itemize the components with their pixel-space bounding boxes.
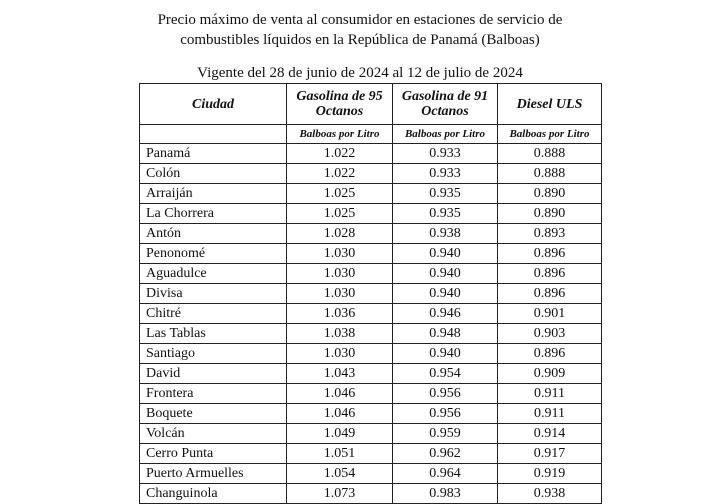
price-diesel-uls: 0.911 bbox=[498, 384, 602, 404]
price-diesel-uls: 0.909 bbox=[498, 364, 602, 384]
price-gasoline-91: 0.948 bbox=[393, 324, 498, 344]
price-diesel-uls: 0.911 bbox=[498, 404, 602, 424]
units-diesel-uls: Balboas por Litro bbox=[498, 125, 602, 144]
city-cell: Penonomé bbox=[140, 244, 287, 264]
city-cell: Panamá bbox=[140, 144, 287, 164]
price-gasoline-91: 0.940 bbox=[393, 284, 498, 304]
table-row bbox=[140, 384, 602, 404]
price-gasoline-91: 0.940 bbox=[393, 244, 498, 264]
city-cell: Boquete bbox=[140, 404, 287, 424]
header-city: Ciudad bbox=[140, 84, 287, 125]
table-row bbox=[140, 244, 602, 264]
units-city-blank bbox=[140, 125, 287, 144]
price-gasoline-95: 1.038 bbox=[287, 324, 393, 344]
price-gasoline-91: 0.956 bbox=[393, 384, 498, 404]
table-units-row bbox=[140, 125, 602, 144]
city-cell: Aguadulce bbox=[140, 264, 287, 284]
price-gasoline-91: 0.964 bbox=[393, 464, 498, 484]
city-cell: La Chorrera bbox=[140, 204, 287, 224]
price-diesel-uls: 0.888 bbox=[498, 144, 602, 164]
header-diesel-uls: Diesel ULS bbox=[498, 84, 602, 125]
price-gasoline-95: 1.046 bbox=[287, 384, 393, 404]
price-gasoline-91: 0.959 bbox=[393, 424, 498, 444]
document-title-line-1: Precio máximo de venta al consumidor en estaciones de servicio de bbox=[157, 12, 563, 28]
price-gasoline-91: 0.935 bbox=[393, 184, 498, 204]
price-gasoline-95: 1.054 bbox=[287, 464, 393, 484]
price-diesel-uls: 0.896 bbox=[498, 284, 602, 304]
price-gasoline-91: 0.962 bbox=[393, 444, 498, 464]
document-title-line-2: combustibles líquidos en la República de Panamá (Balboas) bbox=[180, 32, 540, 48]
table-row bbox=[140, 164, 602, 184]
price-gasoline-95: 1.025 bbox=[287, 184, 393, 204]
price-gasoline-95: 1.022 bbox=[287, 164, 393, 184]
price-diesel-uls: 0.890 bbox=[498, 204, 602, 224]
price-gasoline-95: 1.051 bbox=[287, 444, 393, 464]
fuel-price-table bbox=[139, 83, 602, 504]
price-gasoline-95: 1.043 bbox=[287, 364, 393, 384]
city-cell: Santiago bbox=[140, 344, 287, 364]
city-cell: Frontera bbox=[140, 384, 287, 404]
table-row bbox=[140, 424, 602, 444]
city-cell: Volcán bbox=[140, 424, 287, 444]
city-cell: Divisa bbox=[140, 284, 287, 304]
price-gasoline-91: 0.956 bbox=[393, 404, 498, 424]
price-gasoline-91: 0.983 bbox=[393, 484, 498, 504]
price-gasoline-91: 0.946 bbox=[393, 304, 498, 324]
table-row bbox=[140, 284, 602, 304]
header-gasoline-91: Gasolina de 91 Octanos bbox=[393, 84, 498, 125]
price-gasoline-95: 1.030 bbox=[287, 344, 393, 364]
city-cell: Changuinola bbox=[140, 484, 287, 504]
table-row bbox=[140, 364, 602, 384]
units-gasoline-91: Balboas por Litro bbox=[393, 125, 498, 144]
price-diesel-uls: 0.914 bbox=[498, 424, 602, 444]
city-cell: Puerto Armuelles bbox=[140, 464, 287, 484]
price-gasoline-95: 1.036 bbox=[287, 304, 393, 324]
table-row bbox=[140, 304, 602, 324]
price-gasoline-95: 1.030 bbox=[287, 284, 393, 304]
table-row bbox=[140, 224, 602, 244]
price-diesel-uls: 0.938 bbox=[498, 484, 602, 504]
table-row bbox=[140, 444, 602, 464]
city-cell: Las Tablas bbox=[140, 324, 287, 344]
price-diesel-uls: 0.893 bbox=[498, 224, 602, 244]
price-gasoline-95: 1.028 bbox=[287, 224, 393, 244]
price-diesel-uls: 0.919 bbox=[498, 464, 602, 484]
price-gasoline-91: 0.940 bbox=[393, 344, 498, 364]
city-cell: Chitré bbox=[140, 304, 287, 324]
price-gasoline-95: 1.030 bbox=[287, 244, 393, 264]
city-cell: Colón bbox=[140, 164, 287, 184]
price-gasoline-95: 1.073 bbox=[287, 484, 393, 504]
price-gasoline-91: 0.935 bbox=[393, 204, 498, 224]
city-cell: David bbox=[140, 364, 287, 384]
price-gasoline-91: 0.940 bbox=[393, 264, 498, 284]
price-gasoline-95: 1.046 bbox=[287, 404, 393, 424]
city-cell: Arraiján bbox=[140, 184, 287, 204]
price-diesel-uls: 0.903 bbox=[498, 324, 602, 344]
price-diesel-uls: 0.917 bbox=[498, 444, 602, 464]
price-diesel-uls: 0.888 bbox=[498, 164, 602, 184]
price-gasoline-91: 0.938 bbox=[393, 224, 498, 244]
city-cell: Antón bbox=[140, 224, 287, 244]
table-header-row bbox=[140, 84, 602, 125]
price-gasoline-95: 1.022 bbox=[287, 144, 393, 164]
table-row bbox=[140, 404, 602, 424]
header-gasoline-95: Gasolina de 95 Octanos bbox=[287, 84, 393, 125]
table-row bbox=[140, 324, 602, 344]
table-row bbox=[140, 144, 602, 164]
price-diesel-uls: 0.896 bbox=[498, 244, 602, 264]
price-diesel-uls: 0.896 bbox=[498, 264, 602, 284]
price-gasoline-95: 1.030 bbox=[287, 264, 393, 284]
price-gasoline-95: 1.049 bbox=[287, 424, 393, 444]
price-diesel-uls: 0.901 bbox=[498, 304, 602, 324]
city-cell: Cerro Punta bbox=[140, 444, 287, 464]
price-gasoline-91: 0.954 bbox=[393, 364, 498, 384]
price-gasoline-91: 0.933 bbox=[393, 164, 498, 184]
table-row bbox=[140, 464, 602, 484]
validity-period: Vigente del 28 de junio de 2024 al 12 de julio de 2024 bbox=[197, 65, 523, 81]
price-diesel-uls: 0.890 bbox=[498, 184, 602, 204]
table-row bbox=[140, 184, 602, 204]
price-diesel-uls: 0.896 bbox=[498, 344, 602, 364]
price-gasoline-91: 0.933 bbox=[393, 144, 498, 164]
units-gasoline-95: Balboas por Litro bbox=[287, 125, 393, 144]
price-gasoline-95: 1.025 bbox=[287, 204, 393, 224]
table-row bbox=[140, 484, 602, 504]
table-row bbox=[140, 264, 602, 284]
table-row bbox=[140, 344, 602, 364]
table-row bbox=[140, 204, 602, 224]
